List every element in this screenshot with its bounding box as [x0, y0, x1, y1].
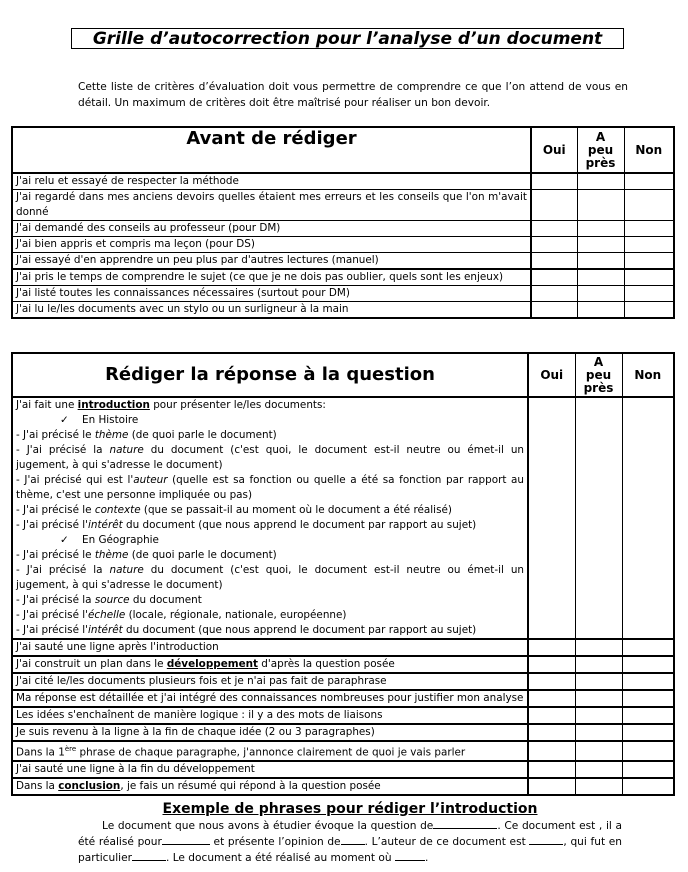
checkmark-icon: ✓	[60, 414, 69, 426]
text: du document (c'est quoi, le document est-il neutre ou émet-il un jugement, à qui s'adresse le document)	[16, 444, 525, 471]
keyword-conclusion: conclusion	[58, 780, 121, 793]
keyword-developpement: développement	[166, 658, 258, 670]
text: - J'ai précisé le	[16, 429, 95, 441]
keyword: nature	[109, 444, 144, 456]
text: - J'ai précisé le	[16, 504, 95, 516]
text: (que se passait-il au moment où le document a été réalisé)	[140, 504, 452, 516]
text: d'après la question posée	[257, 658, 395, 670]
criterion-text	[12, 639, 528, 656]
column-a-peu-pres	[575, 353, 622, 397]
text: - J'ai précisé qui est l'	[16, 474, 134, 486]
text: pour présenter le/les documents:	[149, 399, 326, 411]
checkbox-a-peu-pres[interactable]	[575, 761, 622, 778]
text: J'ai sauté une ligne à la fin du développement	[16, 763, 255, 776]
checkbox-non[interactable]	[622, 741, 674, 761]
subheading-histoire	[16, 413, 524, 428]
table-row	[12, 690, 674, 707]
criterion-text	[12, 778, 528, 795]
text: Je suis revenu à la ligne à la fin de chaque idée (2 ou 3 paragraphes)	[16, 726, 375, 738]
text: du document (que nous apprend le document par rapport au sujet)	[122, 519, 477, 531]
text: - J'ai précisé la	[16, 594, 95, 606]
criterion-text: J'ai bien appris et compris ma leçon (pour DS)	[12, 237, 531, 253]
text: - J'ai précisé l'	[16, 609, 89, 621]
histoire-item	[16, 428, 524, 443]
checkbox-oui[interactable]	[528, 673, 575, 690]
checkbox-a-peu-pres[interactable]	[577, 253, 624, 270]
text: J'ai cité le/les documents plusieurs fois et je n'ai pas fait de paraphrase	[16, 675, 387, 687]
table-row	[12, 302, 674, 319]
text: - J'ai précisé la	[16, 564, 110, 576]
checkbox-a-peu-pres[interactable]	[577, 221, 624, 237]
table-row	[12, 269, 674, 286]
checkbox-oui[interactable]	[528, 639, 575, 656]
text: du document	[129, 594, 202, 606]
table-row	[12, 761, 674, 778]
checkbox-non[interactable]	[622, 639, 674, 656]
text: (quelle est sa fonction ou quelle a été sa fonction par rapport au thème, c'est une personne impliquée ou pas)	[16, 474, 524, 501]
blank-field[interactable]	[341, 834, 365, 845]
text: .	[424, 852, 429, 864]
text: du document (que nous apprend le document par rapport au sujet)	[122, 624, 477, 636]
checkbox-oui[interactable]	[528, 707, 575, 724]
checkbox-a-peu-pres[interactable]	[577, 269, 624, 286]
histoire-item	[16, 503, 524, 518]
example-section	[78, 800, 622, 866]
checkbox-oui[interactable]	[528, 724, 575, 741]
text: Le document que nous avons à étudier évoque la question de	[102, 820, 434, 832]
criterion-text: J'ai lu le/les documents avec un stylo ou un surligneur à la main	[12, 302, 531, 319]
text: . Ce document est , il a été réalisé pour	[78, 820, 623, 848]
criterion-text	[12, 761, 528, 778]
criterion-text	[12, 741, 528, 761]
checkbox-non[interactable]	[622, 656, 674, 673]
keyword: thème	[94, 429, 129, 441]
checkbox-a-peu-pres[interactable]	[577, 173, 624, 190]
text: (de quoi parle le document)	[128, 549, 277, 561]
keyword: intérêt	[88, 519, 123, 531]
checkbox-a-peu-pres[interactable]	[575, 724, 622, 741]
table-row	[12, 190, 674, 221]
criterion-text: J'ai listé toutes les connaissances nécessaires (surtout pour DM)	[12, 286, 531, 302]
subheading-label: En Géographie	[82, 534, 159, 546]
criterion-text	[12, 724, 528, 741]
checkbox-non[interactable]	[622, 690, 674, 707]
text: J'ai fait une	[16, 399, 78, 411]
checkbox-non[interactable]	[622, 397, 674, 639]
checkbox-oui[interactable]	[528, 761, 575, 778]
text: - J'ai précisé la	[16, 444, 110, 456]
keyword: intérêt	[88, 624, 123, 636]
example-title: Exemple de phrases pour rédiger l’introduction	[162, 801, 538, 817]
grid-header	[12, 353, 674, 397]
text: phrase de chaque paragraphe, j'annonce clairement de quoi je vais parler	[76, 746, 466, 759]
checkbox-non[interactable]	[624, 190, 674, 221]
checkbox-non[interactable]	[624, 302, 674, 319]
histoire-item	[16, 518, 524, 533]
checkbox-oui[interactable]	[531, 237, 577, 253]
column-non: Non	[624, 127, 674, 173]
criterion-text	[12, 656, 528, 673]
blank-field[interactable]	[132, 850, 166, 861]
keyword: échelle	[88, 609, 126, 621]
checkbox-oui[interactable]	[528, 690, 575, 707]
table-row	[12, 286, 674, 302]
checkbox-a-peu-pres[interactable]	[575, 397, 622, 639]
geographie-item	[16, 623, 524, 638]
column-a-peu-pres	[577, 127, 624, 173]
keyword: thème	[94, 549, 129, 561]
grid-header	[12, 127, 674, 173]
histoire-item	[16, 443, 524, 473]
text: . Le document a été réalisé au moment où	[165, 852, 395, 864]
table-row	[12, 639, 674, 656]
checkbox-oui[interactable]	[531, 190, 577, 221]
superscript: ère	[64, 745, 77, 753]
checkbox-non[interactable]	[624, 221, 674, 237]
checkbox-non[interactable]	[624, 253, 674, 270]
checkbox-a-peu-pres[interactable]	[577, 190, 624, 221]
checkbox-non[interactable]	[622, 761, 674, 778]
text: Dans la 1	[16, 746, 65, 759]
column-non: Non	[622, 353, 674, 397]
column-label-line: près	[585, 155, 616, 170]
checkmark-icon: ✓	[60, 534, 69, 546]
checkbox-a-peu-pres[interactable]	[577, 302, 624, 319]
checkbox-oui[interactable]	[528, 656, 575, 673]
table-row	[12, 656, 674, 673]
table-row	[12, 673, 674, 690]
introduction-lead	[16, 398, 524, 413]
section-title: Rédiger la réponse à la question	[12, 353, 528, 397]
checkbox-a-peu-pres[interactable]	[575, 656, 622, 673]
blank-field[interactable]	[433, 818, 497, 829]
grid-rediger-la-reponse	[11, 352, 675, 796]
example-paragraph	[78, 818, 622, 866]
column-label-line: près	[583, 380, 614, 395]
table-row	[12, 724, 674, 741]
checkbox-oui[interactable]	[531, 286, 577, 302]
keyword: nature	[109, 564, 144, 576]
text: et présente l’opinion de	[209, 836, 341, 848]
column-oui: Oui	[531, 127, 577, 173]
table-row	[12, 221, 674, 237]
intro-paragraph: Cette liste de critères d’évaluation doit vous permettre de comprendre ce que l’on attend de vous en détail. Un maximum de critères doit être maîtrisé pour réaliser un bon devoir.	[78, 81, 628, 109]
text: J'ai sauté une ligne après l'introduction	[16, 641, 219, 653]
keyword: auteur	[133, 474, 168, 486]
grid-avant-de-rediger	[11, 126, 675, 319]
column-label-line: peu	[587, 142, 614, 157]
text: , je fais un résumé qui répond à la question posée	[120, 780, 381, 793]
checkbox-a-peu-pres[interactable]	[575, 690, 622, 707]
checkbox-a-peu-pres[interactable]	[577, 237, 624, 253]
criterion-text: J'ai essayé d'en apprendre un peu plus par d'autres lectures (manuel)	[12, 253, 531, 270]
checkbox-oui[interactable]	[531, 269, 577, 286]
text: - J'ai précisé l'	[16, 519, 89, 531]
text: Les idées s'enchaînent de manière logique : il y a des mots de liaisons	[16, 709, 383, 721]
subheading-geographie	[16, 533, 524, 548]
table-row	[12, 741, 674, 761]
keyword-introduction: introduction	[77, 399, 150, 411]
checkbox-non[interactable]	[622, 724, 674, 741]
criterion-text: J'ai relu et essayé de respecter la méthode	[12, 173, 531, 190]
keyword: source	[94, 594, 130, 606]
column-label-line: A	[593, 354, 604, 369]
checkbox-a-peu-pres[interactable]	[575, 778, 622, 795]
checkbox-oui[interactable]	[531, 221, 577, 237]
checkbox-a-peu-pres[interactable]	[575, 639, 622, 656]
geographie-item	[16, 593, 524, 608]
table-row-introduction	[12, 397, 674, 639]
introduction-criteria	[12, 397, 528, 639]
text: . L’auteur de ce document est	[364, 836, 530, 848]
checkbox-a-peu-pres[interactable]	[575, 707, 622, 724]
column-label-line: peu	[585, 367, 612, 382]
checkbox-oui[interactable]	[531, 253, 577, 270]
criterion-text	[12, 673, 528, 690]
criterion-text: J'ai demandé des conseils au professeur (pour DM)	[12, 221, 531, 237]
table-row	[12, 253, 674, 270]
text: , qui fut en particulier	[78, 836, 623, 864]
table-row	[12, 778, 674, 795]
checkbox-non[interactable]	[624, 173, 674, 190]
checkbox-non[interactable]	[624, 237, 674, 253]
blank-field[interactable]	[162, 834, 210, 845]
checkbox-a-peu-pres[interactable]	[575, 673, 622, 690]
geographie-item	[16, 608, 524, 623]
text: (de quoi parle le document)	[128, 429, 277, 441]
geographie-item	[16, 563, 524, 593]
checkbox-non[interactable]	[624, 269, 674, 286]
checkbox-oui[interactable]	[528, 741, 575, 761]
text: Ma réponse est détaillée et j'ai intégré des connaissances nombreuses pour justifier mon analyse	[16, 692, 524, 704]
blank-field[interactable]	[529, 834, 563, 845]
checkbox-non[interactable]	[622, 778, 674, 795]
section-title: Avant de rédiger	[12, 127, 531, 173]
checkbox-non[interactable]	[622, 673, 674, 690]
subheading-label: En Histoire	[82, 414, 139, 426]
checkbox-a-peu-pres[interactable]	[577, 286, 624, 302]
criterion-text	[12, 707, 528, 724]
keyword: contexte	[94, 504, 141, 516]
text: - J'ai précisé le	[16, 549, 95, 561]
checkbox-oui[interactable]	[528, 397, 575, 639]
column-oui: Oui	[528, 353, 575, 397]
checkbox-a-peu-pres[interactable]	[575, 741, 622, 761]
geographie-item	[16, 548, 524, 563]
checkbox-oui[interactable]	[531, 173, 577, 190]
column-label-line: A	[595, 129, 606, 144]
checkbox-oui[interactable]	[528, 778, 575, 795]
criterion-text: J'ai pris le temps de comprendre le sujet (ce que je ne dois pas oublier, quels sont les enjeux)	[12, 269, 531, 286]
table-row	[12, 173, 674, 190]
checkbox-non[interactable]	[624, 286, 674, 302]
checkbox-non[interactable]	[622, 707, 674, 724]
text: (locale, régionale, nationale, européenne)	[125, 609, 347, 621]
criterion-text: J'ai regardé dans mes anciens devoirs quelles étaient mes erreurs et les conseils que l'on m'avait donné	[12, 190, 531, 221]
criterion-text	[12, 690, 528, 707]
text: J'ai construit un plan dans le	[16, 658, 167, 670]
text: du document (c'est quoi, le document est-il neutre ou émet-il un jugement, à qui s'adresse le document)	[16, 564, 525, 591]
checkbox-oui[interactable]	[531, 302, 577, 319]
table-row	[12, 237, 674, 253]
table-row	[12, 707, 674, 724]
page-title: Grille d’autocorrection pour l’analyse d’un document	[71, 28, 624, 49]
text: Dans la	[16, 780, 59, 793]
histoire-item	[16, 473, 524, 503]
blank-field[interactable]	[395, 850, 425, 861]
text: - J'ai précisé l'	[16, 624, 89, 636]
